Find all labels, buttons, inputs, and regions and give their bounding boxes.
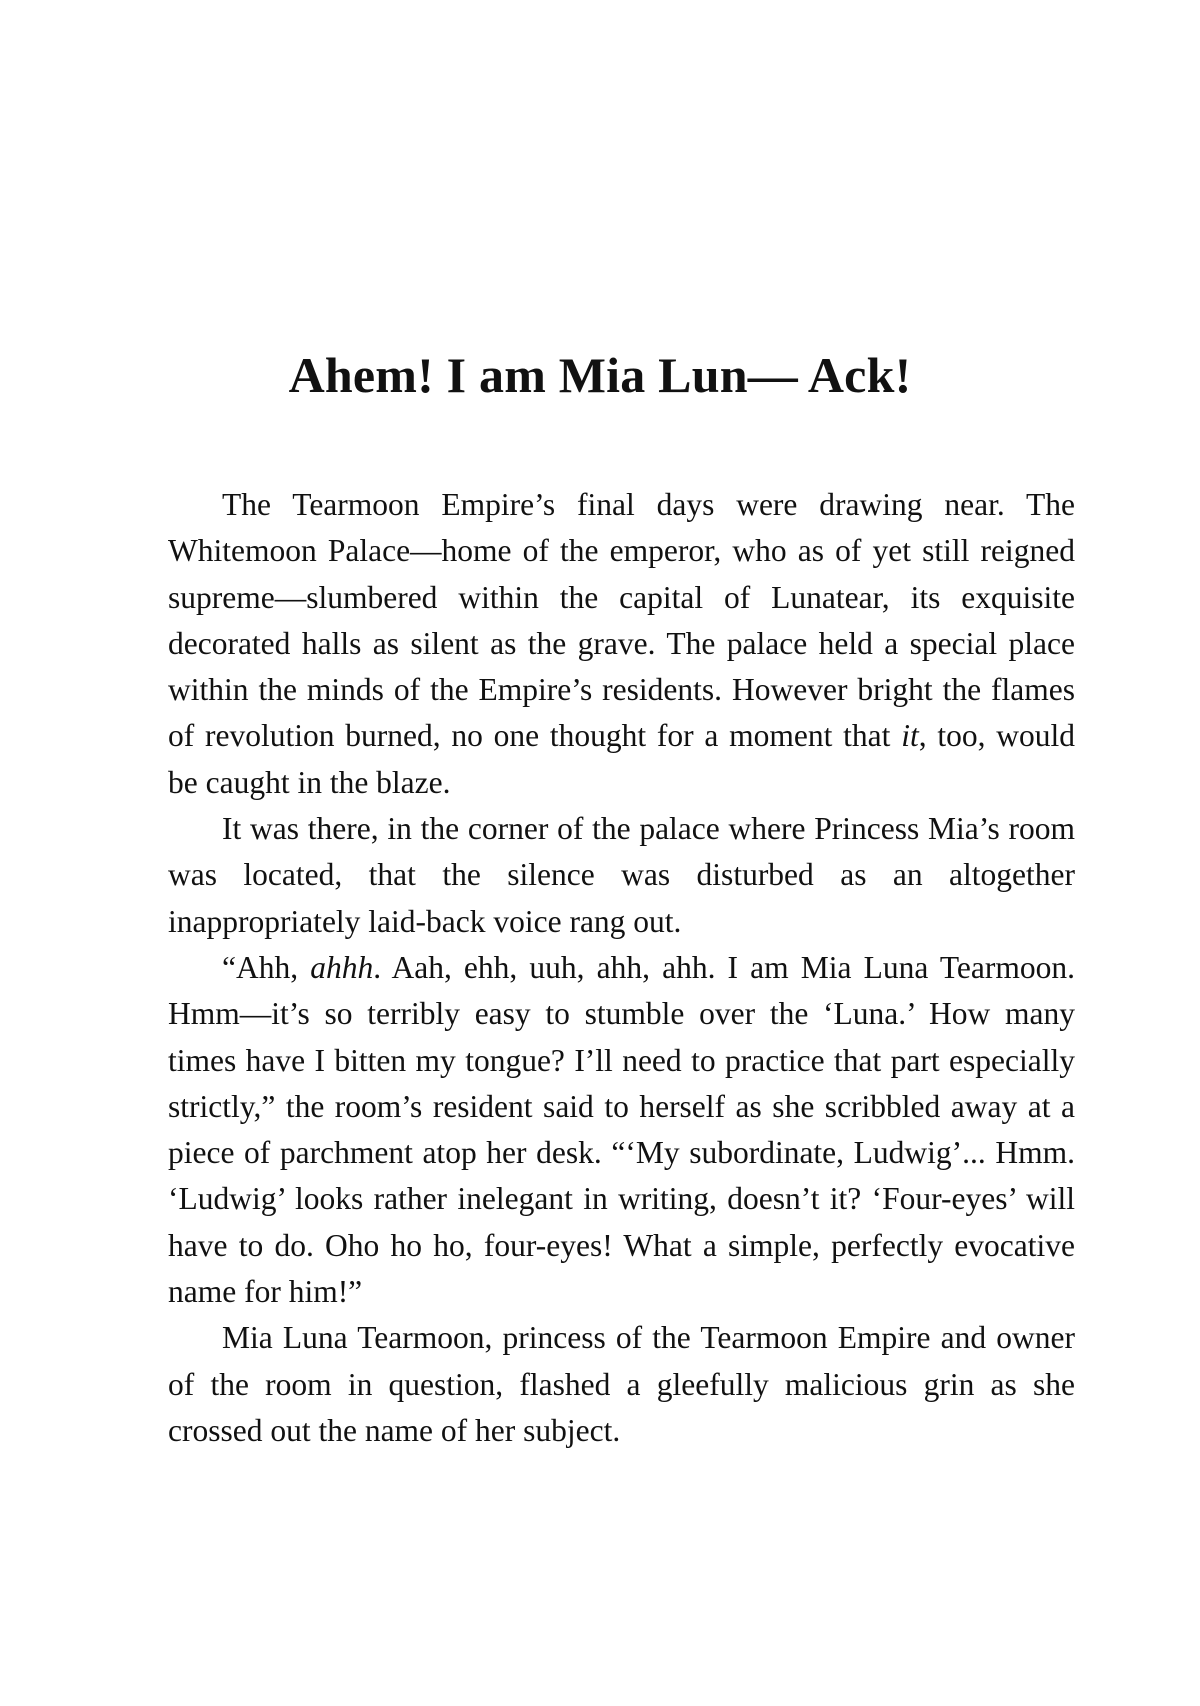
paragraph-4: Mia Luna Tearmoon, princess of the Tearmoon Empire and owner of the room in question, flashed a gleefully malicious grin as she crossed out the name of her subject. <box>168 1320 1075 1448</box>
paragraph-1-text-a: The Tearmoon Empire’s final days were drawing near. The Whitemoon Palace—home of the emperor, who as of yet still reigned supreme—slumbered within the capital of Lunatear, its exquisite decorated halls as silent as the grave. The palace held a special place within the minds of the Empire’s residents. However bright the flames of revolution burned, no one thought for a moment that <box>168 487 1075 754</box>
chapter-title: Ahem! I am Mia Lun— Ack! <box>288 347 912 403</box>
paragraph-3-text-a: “Ahh, <box>222 949 311 985</box>
body-text <box>168 482 1075 1454</box>
paragraph-3 <box>168 945 1075 1315</box>
paragraph-3-emphasis: ahhh <box>310 949 374 985</box>
paragraph-1-emphasis: it <box>901 718 919 754</box>
paragraph-1 <box>168 482 1075 806</box>
paragraph-1-text-b: , too, would be caught in the blaze. <box>168 718 1075 800</box>
paragraph-3-text-b: . Aah, ehh, uuh, ahh, ahh. I am Mia Luna Tearmoon. Hmm—it’s so terribly easy to stumble over the ‘Luna.’ How many times have I bitten my tongue? I’ll need to practice that part especially strictly,” the room’s resident said to herself as she scribbled away at a piece of parchment atop her desk. “‘My subordinate, Ludwig’... Hmm. ‘Ludwig’ looks rather inelegant in writing, doesn’t it? ‘Four-eyes’ will have to do. Oho ho ho, four-eyes! What a simple, perfectly evocative name for him!” <box>168 949 1075 1310</box>
paragraph-2: It was there, in the corner of the palace where Princess Mia’s room was located, that the silence was disturbed as an altogether inappropriately laid-back voice rang out. <box>168 811 1075 939</box>
